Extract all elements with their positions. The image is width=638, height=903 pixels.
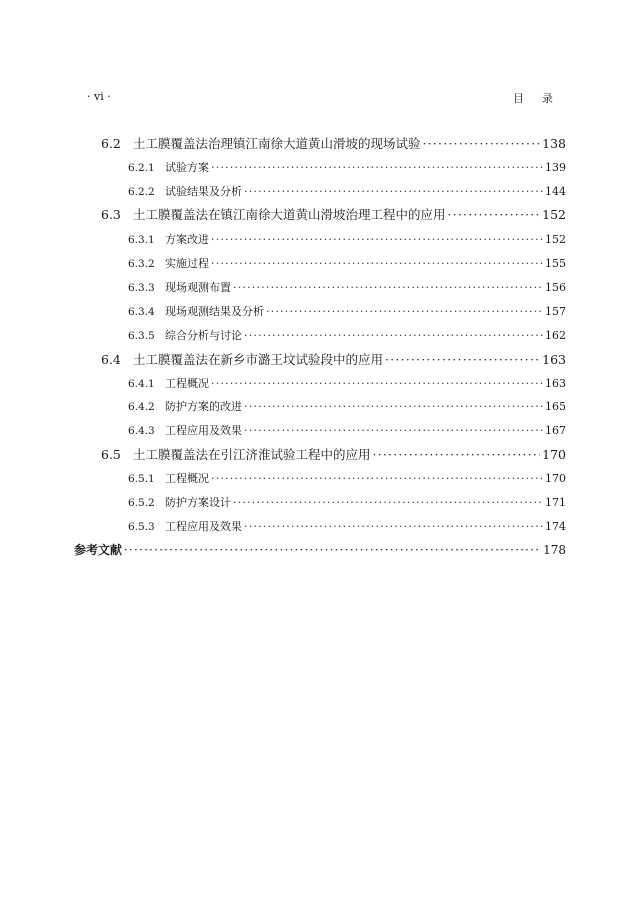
toc-entry-title: 参考文献 (74, 543, 123, 557)
dot-leader (244, 185, 543, 198)
toc-entry-page: 155 (545, 257, 566, 270)
toc-entry-number: 6.5.3 (128, 521, 155, 533)
toc-entry-number: 6.3.4 (128, 306, 155, 318)
toc-entry-title: 工程应用及效果 (165, 520, 242, 533)
toc-entry[interactable] (128, 375, 566, 391)
dot-leader (233, 496, 543, 509)
toc-entry-title: 土工膜覆盖法治理镇江南徐大道黄山滑坡的现场试验 (133, 136, 421, 151)
dot-leader (244, 424, 543, 437)
toc-entry[interactable] (128, 303, 566, 319)
toc-entry[interactable] (128, 183, 566, 199)
toc-entry-number: 6.3.3 (128, 282, 155, 294)
dot-leader (211, 377, 543, 390)
toc-entry-page: 165 (545, 400, 566, 413)
toc-entry-title: 工程应用及效果 (165, 424, 242, 437)
toc-entry-title: 试验结果及分析 (165, 185, 242, 198)
toc-entry-page: 152 (542, 207, 566, 222)
dot-leader (244, 520, 543, 533)
dot-leader (385, 352, 540, 367)
toc-entry-number: 6.2 (101, 136, 121, 151)
toc-entry[interactable] (101, 350, 566, 368)
toc-entry[interactable] (128, 255, 566, 271)
toc-entry-title: 土工膜覆盖法在引江济淮试验工程中的应用 (133, 447, 371, 462)
dot-leader (211, 257, 543, 270)
toc-entry[interactable] (128, 470, 566, 486)
toc-entry-title: 工程概况 (165, 377, 209, 390)
toc-entry[interactable] (128, 494, 566, 510)
toc-entry-page: 174 (545, 520, 566, 533)
toc-entry-page: 157 (545, 305, 566, 318)
dot-leader (448, 207, 541, 222)
dot-leader (211, 472, 543, 485)
toc-entry-page: 170 (545, 472, 566, 485)
toc-entry-number: 6.3.5 (128, 330, 155, 342)
dot-leader (211, 161, 543, 174)
toc-entry-title: 防护方案的改进 (165, 400, 242, 413)
toc-entry-number: 6.2.1 (128, 162, 155, 174)
toc-entry-references[interactable] (74, 541, 566, 558)
dot-leader (244, 329, 543, 342)
toc-entry[interactable] (101, 205, 566, 223)
toc-entry-title: 现场观测布置 (165, 281, 231, 294)
toc-entry-page: 144 (545, 185, 566, 198)
toc-entry-page: 167 (545, 424, 566, 437)
dot-leader (244, 400, 543, 413)
toc-entry-number: 6.3 (101, 207, 121, 222)
toc-entry-title: 工程概况 (165, 472, 209, 485)
toc-entry-number: 6.5.1 (128, 473, 155, 485)
toc-entry-page: 156 (545, 281, 566, 294)
toc-entry[interactable] (128, 398, 566, 414)
toc-entry[interactable] (101, 134, 566, 152)
toc-entry-number: 6.4.2 (128, 401, 155, 413)
dot-leader (211, 233, 543, 246)
toc-entry-number: 6.3.1 (128, 234, 155, 246)
toc-entry[interactable] (128, 422, 566, 438)
toc-entry-title: 实施过程 (165, 257, 209, 270)
toc-entry-page: 170 (542, 447, 566, 462)
toc-entry-number: 6.5 (101, 447, 121, 462)
toc-entry-number: 6.4.3 (128, 425, 155, 437)
toc-entry-number: 6.4 (101, 352, 121, 367)
toc-entry[interactable] (101, 445, 566, 463)
toc-entry-number: 6.4.1 (128, 378, 155, 390)
toc-entry-page: 138 (542, 136, 566, 151)
toc-entry-title: 土工膜覆盖法在镇江南徐大道黄山滑坡治理工程中的应用 (133, 207, 446, 222)
toc-entry-number: 6.2.2 (128, 186, 155, 198)
running-title: 目录 (513, 92, 571, 105)
page-header (87, 90, 571, 106)
toc-entry-page: 162 (545, 329, 566, 342)
dot-leader (266, 305, 543, 318)
toc-entry-page: 163 (545, 377, 566, 390)
toc-entry-page: 178 (543, 543, 566, 557)
toc-entry-page: 139 (545, 161, 566, 174)
toc-entry[interactable] (128, 159, 566, 175)
toc-entry-title: 方案改进 (165, 233, 209, 246)
toc-entry[interactable] (128, 327, 566, 343)
toc-entry[interactable] (128, 518, 566, 534)
page-number: · vi · (87, 90, 111, 103)
toc-entry-number: 6.5.2 (128, 497, 155, 509)
dot-leader (373, 447, 541, 462)
toc-entry-number: 6.3.2 (128, 258, 155, 270)
dot-leader (423, 136, 541, 151)
toc-entry-page: 163 (542, 352, 566, 367)
toc-entry-title: 综合分析与讨论 (165, 329, 242, 342)
toc-entry-page: 171 (545, 496, 566, 509)
toc-entry-title: 现场观测结果及分析 (165, 305, 264, 318)
toc-entry[interactable] (128, 279, 566, 295)
toc-entry-title: 防护方案设计 (165, 496, 231, 509)
toc-entry-title: 土工膜覆盖法在新乡市潞王坟试验段中的应用 (133, 352, 384, 367)
toc-entry-title: 试验方案 (165, 161, 209, 174)
dot-leader (124, 543, 541, 557)
dot-leader (233, 281, 543, 294)
toc-entry-page: 152 (545, 233, 566, 246)
toc-entry[interactable] (128, 231, 566, 247)
